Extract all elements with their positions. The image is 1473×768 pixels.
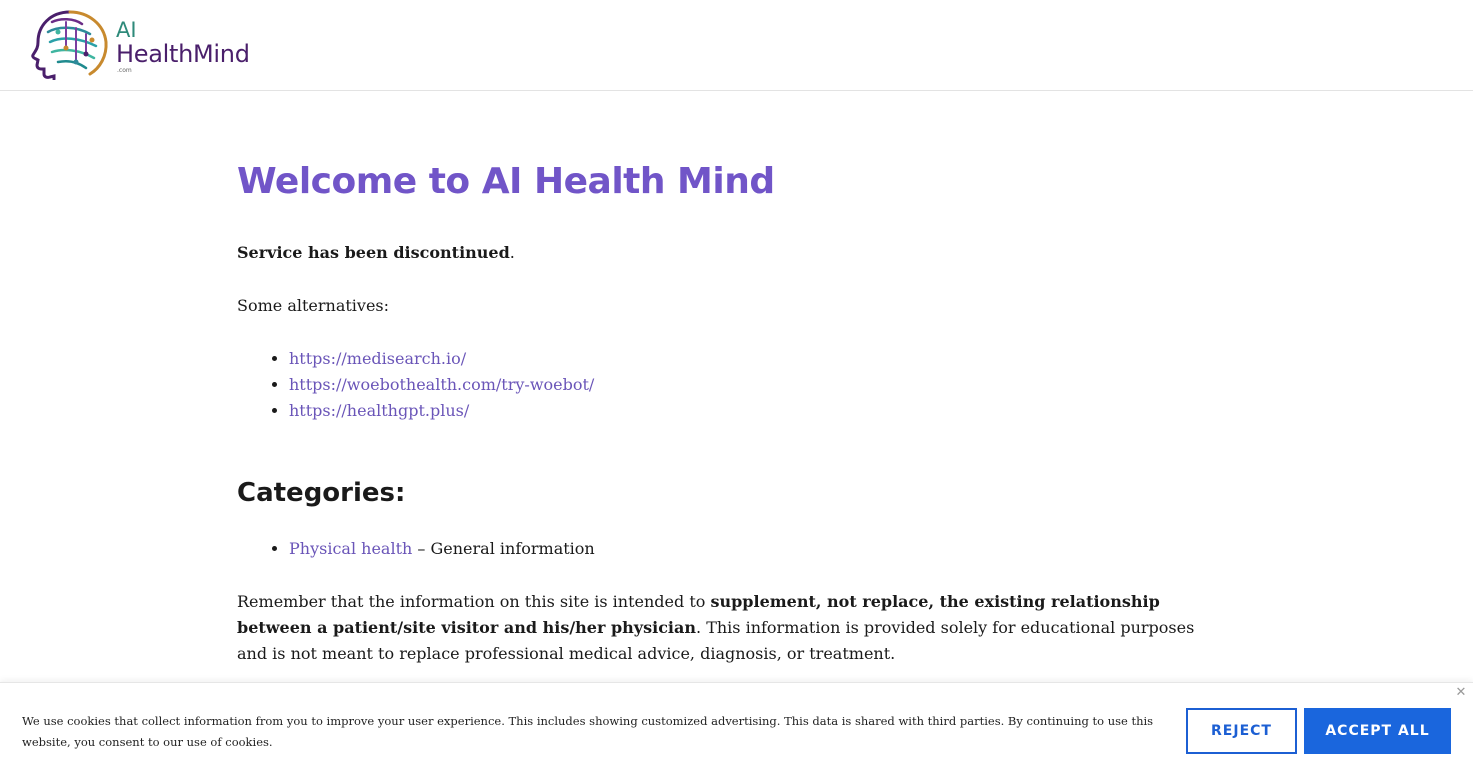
page-title: Welcome to AI Health Mind [237,161,775,202]
disclaimer-bold: supplement, not replace, the existing relationship between a patient/site visitor and his/her physician [237,592,1160,637]
logo-line-healthmind: HealthMind [116,40,250,68]
disclaimer-part2: . This information is provided solely for educational purposes and is not meant to replace professional medical advice, diagnosis, or treatment. [237,618,1195,663]
categories-list [237,536,1237,562]
alternative-link-healthgpt[interactable]: https://healthgpt.plus/ [289,401,470,420]
logo-suffix: .com [117,67,132,74]
logo-wordmark [116,18,250,74]
alternatives-list [237,346,1237,424]
alternatives-intro: Some alternatives: [237,296,390,315]
reject-button[interactable]: REJECT [1186,708,1297,754]
cookie-banner [0,682,1473,768]
list-item [289,372,1237,398]
alternative-link-woebot[interactable]: https://woebothealth.com/try-woebot/ [289,375,595,394]
list-item [289,398,1237,424]
disclaimer-part1: Remember that the information on this site is intended to [237,592,711,611]
main-content [237,158,1237,667]
medical-disclaimer [237,589,1197,667]
site-logo[interactable] [30,8,250,80]
close-icon[interactable]: ✕ [1455,685,1467,700]
categories-heading: Categories: [237,478,406,508]
list-item [289,536,1237,562]
accept-all-button[interactable]: ACCEPT ALL [1304,708,1451,754]
service-status-bold: Service has been discontinued [237,243,510,262]
cookie-notice-text: We use cookies that collect information from you to improve your user experience. This includes showing customized advertising. This data is shared with third parties. By continuing to use this website, you consent to our use of cookies. [22,714,1154,749]
logo-line-ai: AI [116,18,137,42]
category-link-physical-health[interactable]: Physical health [289,539,413,558]
ai-brain-head-icon [30,8,110,80]
alternative-link-medisearch[interactable]: https://medisearch.io/ [289,349,467,368]
site-header [0,0,1473,91]
service-status-end: . [509,243,515,262]
category-description: – General information [412,539,595,558]
list-item [289,346,1237,372]
service-status [237,240,1237,266]
